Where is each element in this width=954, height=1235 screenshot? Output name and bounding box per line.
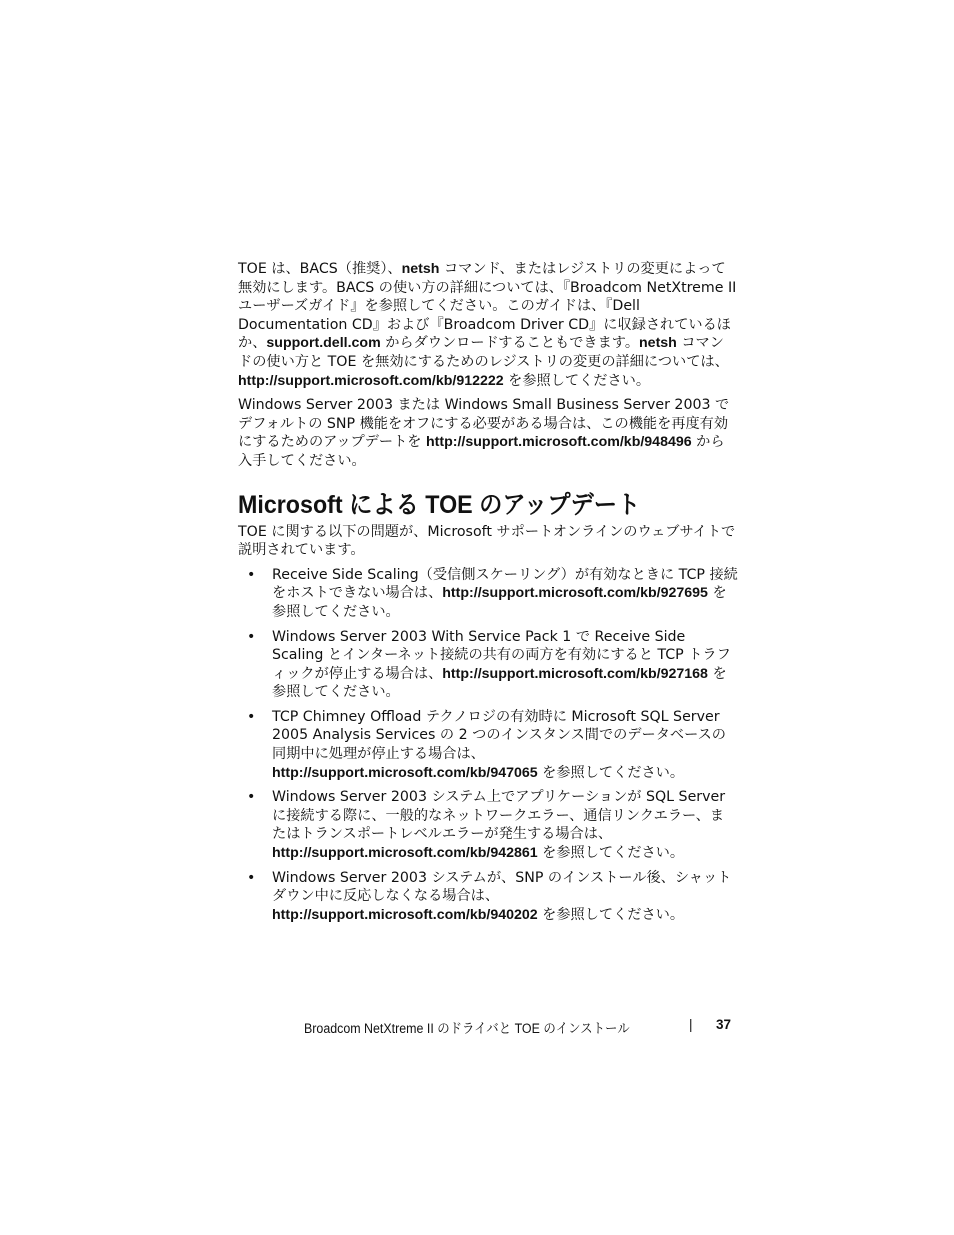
section-heading: Microsoft による TOE のアップデート [238,490,641,519]
list-item-text: を参照してください。 [537,906,685,923]
text: Windows Server 2003 または Windows Small Business Server 2003 でデフォルトの SNP 機能をオフにする必要がある場合は、この機能を再度有効にするためのアップデートを [238,397,730,451]
text: からダウンロードすることもできます。 [380,335,640,352]
intro-paragraph: TOE に関する以下の問題が、Microsoft サポートオンラインのウェブサイトで説明されています。 [238,523,736,559]
list-item [238,708,738,782]
command-netsh: netsh [401,261,440,277]
kb-link-940202[interactable]: http://support.microsoft.com/kb/940202 [272,906,538,923]
issue-list [238,566,738,925]
page-content [238,260,738,930]
footer-title: Broadcom NetXtreme II のドライバと TOE のインストール [304,1021,630,1036]
kb-link-947065[interactable]: http://support.microsoft.com/kb/947065 [272,764,538,781]
list-item-text: TCP Chimney Offload テクノロジの有効時に Microsoft SQL Server 2005 Analysis Services の 2 つのインスタンス間でのデータベースの同期中に処理が停止する場合は、 [272,708,726,763]
kb-link-927168[interactable]: http://support.microsoft.com/kb/927168 [442,665,708,682]
bullet-icon: • [247,869,256,886]
list-item [238,566,738,622]
kb-link-942861[interactable]: http://support.microsoft.com/kb/942861 [272,845,538,862]
list-item-text: を参照してください。 [537,845,685,862]
text: TOE は、BACS（推奨）、 [238,261,402,277]
bullet-icon: • [247,628,256,645]
text: から入手してください。 [238,434,725,469]
text: を参照してください。 [503,372,651,389]
text: コマンド、またはレジストリの変更によって無効にします。BACS の使い方の詳細については、『Broadcom NetXtreme II ユーザーズガイド』を参照してください。このガイドは、『Dell Documentation CD』および『Broadcom Driver CD』に収録されているほか、 [238,261,737,352]
command-netsh: netsh [639,335,677,352]
list-item [238,869,738,925]
support-site-link[interactable]: support.dell.com [266,335,381,352]
kb-link-927695[interactable]: http://support.microsoft.com/kb/927695 [442,585,708,602]
paragraph-snp-update [238,396,738,470]
list-item-text: Windows Server 2003 システム上でアプリケーションが SQL Server に接続する際に、一般的なネットワークエラー、通信リンクエラー、またはトランスポートレベルエラーが発生する場合は、 [272,789,726,843]
list-item [238,628,738,702]
page-number: 37 [716,1017,732,1032]
bullet-icon: • [247,708,256,725]
paragraph-toe-disable [238,260,738,390]
bullet-icon: • [247,566,256,583]
footer-separator: | [689,1017,693,1032]
page-footer [304,1017,734,1037]
list-item [238,788,738,862]
kb-link-912222[interactable]: http://support.microsoft.com/kb/912222 [238,372,504,389]
bullet-icon: • [247,789,256,806]
list-item-text: Windows Server 2003 With Service Pack 1 で Receive Side Scaling とインターネット接続の共有の両方を有効にすると TCP トラフィックが停止する場合は、 [272,628,731,682]
kb-link-948496[interactable]: http://support.microsoft.com/kb/948496 [425,434,692,451]
list-item-text: Windows Server 2003 システムが、SNP のインストール後、シャットダウン中に反応しなくなる場合は、 [272,869,732,905]
list-item-text: を参照してください。 [272,585,727,620]
list-item-text: を参照してください。 [272,665,727,701]
list-item-text: Receive Side Scaling（受信側スケーリング）が有効なときに TCP 接続をホストできない場合は、 [272,566,738,602]
list-item-text: を参照してください。 [537,764,685,781]
text: コマンドの使い方と TOE を無効にするためのレジストリの変更の詳細については、 [238,335,729,370]
